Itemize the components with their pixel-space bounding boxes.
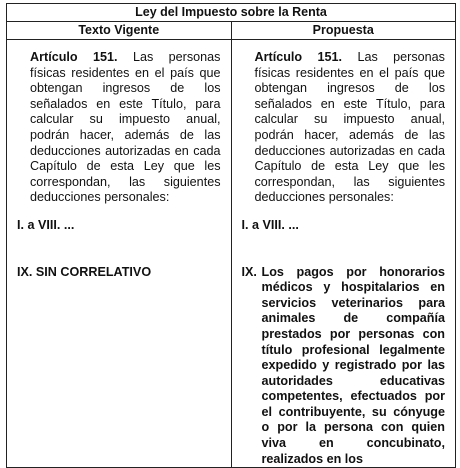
article-label: Artículo 151. [254, 50, 343, 64]
fraction-text: Los pagos por honorarios médicos y hospitalarios en servicios veterinarios para animales de compañía prestados por personas con título profesional legalmente expedido y registrado por las autoridades educativas competentes, efectuados por el contribuyente, su cónyuge o por la persona con quien viva en concubinato, realizados en los [261, 264, 445, 466]
comparison-table [6, 3, 456, 468]
fraction-range: I. a VIII. ... [241, 217, 299, 232]
article-151-proposal [242, 50, 446, 206]
article-text: Las personas físicas residentes en el país que obtengan ingresos de los señalados en este Título, para calcular su impuesto anual, podrán hacer, además de las deducciones autorizadas en cada Capítulo de esta Ley que les correspondan, las siguientes deducciones personales: [254, 50, 445, 205]
article-text: Las personas físicas residentes en el país que obtengan ingresos de los señalados en este Título, para calcular su impuesto anual, podrán hacer, además de las deducciones autorizadas en cada Capítulo de esta Ley que les correspondan, las siguientes deducciones personales: [30, 50, 221, 205]
fraction-range: I. a VIII. ... [17, 217, 75, 232]
fraction-number: IX. [241, 264, 257, 279]
proposal-cell [231, 40, 456, 468]
fraction-ix-proposal [242, 265, 446, 468]
column-header-proposal: Propuesta [231, 22, 456, 40]
table-title: Ley del Impuesto sobre la Renta [7, 4, 456, 22]
column-header-current-text: Texto Vigente [7, 22, 232, 40]
law-comparison-document [6, 3, 456, 466]
article-label: Artículo 151. [30, 50, 118, 64]
article-151-current [17, 50, 221, 206]
fraction-ix-current: IX. SIN CORRELATIVO [17, 264, 152, 279]
current-text-cell [7, 40, 232, 468]
